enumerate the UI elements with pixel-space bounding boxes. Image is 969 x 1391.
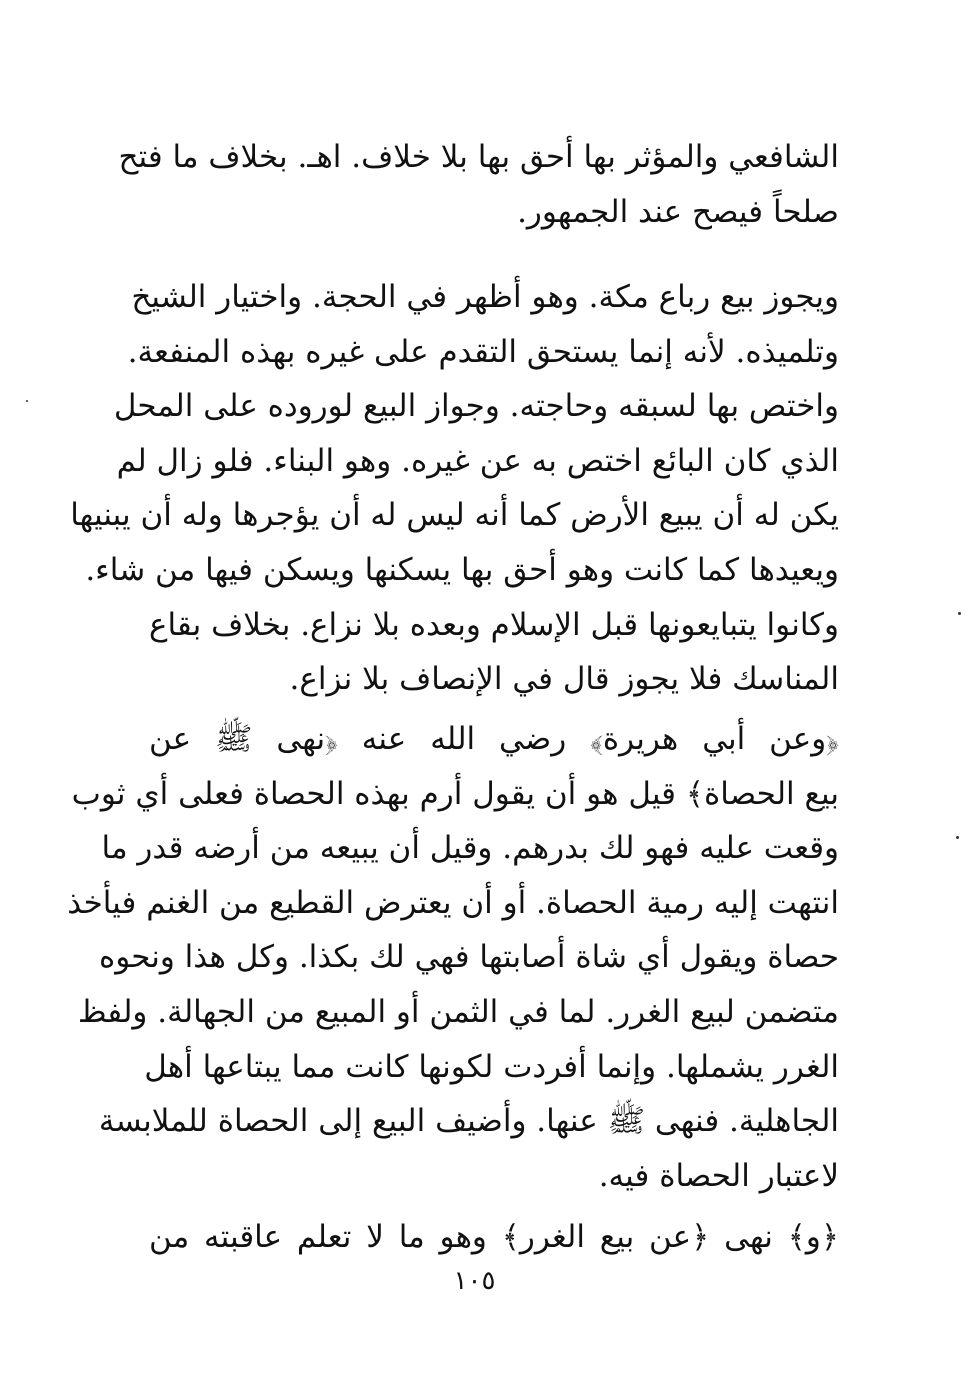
scan-speck bbox=[26, 400, 28, 402]
text-line: ويعيدها كما كانت وهو أحق بها يسكنها ويسكن فيها من شاء. bbox=[85, 551, 839, 588]
text-line: واختص بها لسبقه وحاجته. وجواز البيع لوروده على المحل bbox=[113, 388, 839, 425]
paragraph-1 bbox=[118, 130, 839, 239]
text-line: لاعتبار الحصاة فيه. bbox=[598, 1157, 839, 1194]
text-line: الغرر يشملها. وإنما أفردت لكونها كانت مما يبتاعها أهل bbox=[144, 1048, 839, 1085]
text-line: الجاهلية. فنهى ﷺ عنها. وأضيف البيع إلى الحصاة للملابسة bbox=[98, 1103, 839, 1140]
paragraph-3 bbox=[67, 712, 839, 1203]
text-line: انتهت إليه رمية الحصاة. أو أن يعترض القطيع من الغنم فيأخذ bbox=[67, 884, 839, 921]
text-line: المناسك فلا يجوز قال في الإنصاف بلا نزاع. bbox=[289, 661, 839, 698]
text-line: ﴿وعن أبي هريرة﴾ رضي الله عنه ﴿نهى ﷺ عن bbox=[149, 721, 839, 757]
text-line: متضمن لبيع الغرر. لما في الثمن أو المبيع من الجهالة. ولفظ bbox=[77, 993, 839, 1030]
paragraph-2 bbox=[70, 270, 839, 707]
text-line: الذي كان البائع اختص به عن غيره. وهو البناء. فلو زال لم bbox=[116, 442, 839, 479]
text-line: ﴿و﴾ نهى ﴿عن بيع الغرر﴾ وهو ما لا تعلم عاقبته من bbox=[149, 1219, 839, 1255]
text-line: حصاة ويقول أي شاة أصابتها فهي لك بكذا. وكل هذا ونحوه bbox=[98, 939, 839, 976]
scan-speck bbox=[956, 836, 959, 839]
text-line: وقعت عليه فهو لك بدرهم. وقيل أن يبيعه من أرضه قدر ما bbox=[101, 830, 839, 867]
text-line: وتلميذه. لأنه إنما يستحق التقدم على غيره بهذه المنفعة. bbox=[127, 333, 839, 370]
text-line: ويجوز بيع رباع مكة. وهو أظهر في الحجة. واختيار الشيخ bbox=[131, 279, 839, 315]
text-line: الشافعي والمؤثر بها أحق بها بلا خلاف. اهـ. بخلاف ما فتح bbox=[118, 139, 839, 175]
page-number: ١٠٥ bbox=[453, 1266, 496, 1296]
scan-speck bbox=[958, 612, 961, 615]
text-line: وكانوا يتبايعونها قبل الإسلام وبعده بلا نزاع. بخلاف بقاع bbox=[148, 606, 839, 643]
text-line: بيع الحصاة﴾ قيل هو أن يقول أرم بهذه الحصاة فعلى أي ثوب bbox=[71, 775, 839, 812]
text-line: يكن له أن يبيع الأرض كما أنه ليس له أن يؤجرها وله أن يبنيها bbox=[70, 497, 839, 534]
text-line: صلحاً فيصح عند الجمهور. bbox=[517, 193, 839, 230]
book-page bbox=[20, 0, 969, 1391]
paragraph-4 bbox=[149, 1210, 839, 1265]
